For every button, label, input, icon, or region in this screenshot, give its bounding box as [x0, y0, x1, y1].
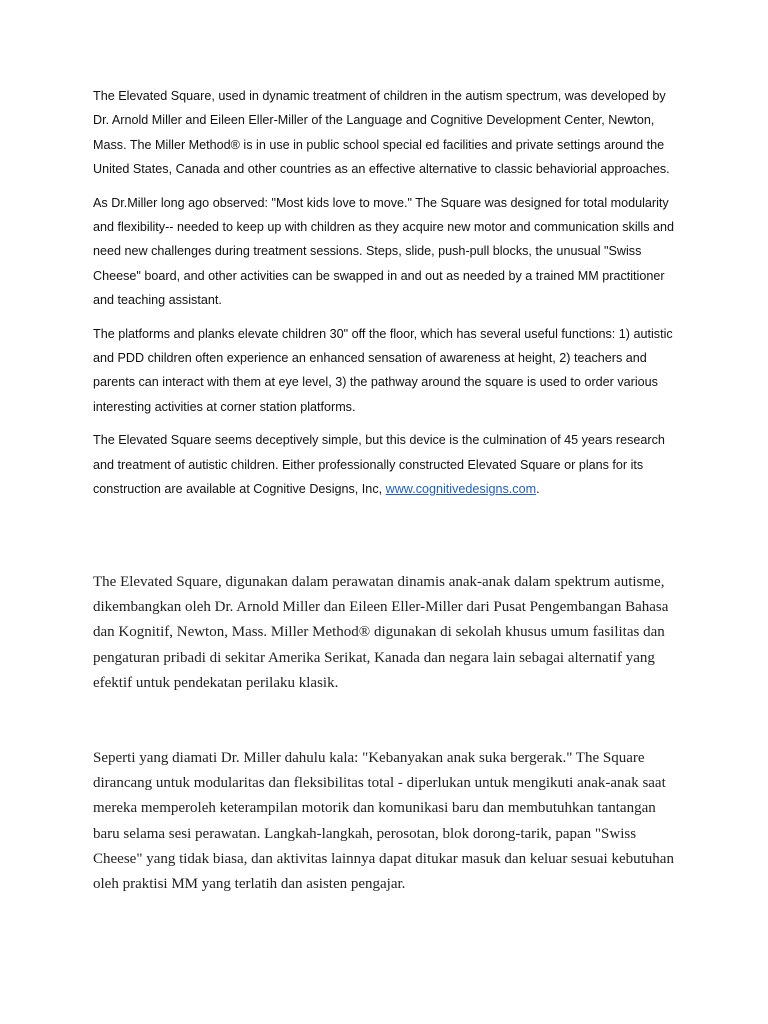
english-section — [93, 84, 678, 511]
english-paragraph-1: The Elevated Square, used in dynamic treatment of children in the autism spectrum, was developed by Dr. Arnold Miller and Eileen Eller-Miller of the Language and Cognitive Development Center, Newton, Mass. The Miller Method® is in use in public school special ed facilities and private settings around the United States, Canada and other countries as an effective alternative to classic behaviorial approaches. — [93, 89, 670, 177]
english-paragraph-4 — [93, 428, 678, 501]
cognitive-designs-link[interactable]: www.cognitivedesigns.com — [385, 482, 537, 497]
indonesian-section — [93, 570, 678, 897]
english-paragraph-3: The platforms and planks elevate children 30" off the floor, which has several useful functions: 1) autistic and PDD children often experience an enhanced sensation of awareness at height, 2) teachers and parents can interact with them at eye level, 3) the pathway around the square is used to order various interesting activities at corner station platforms. — [93, 326, 673, 414]
indonesian-paragraph-1: The Elevated Square, digunakan dalam perawatan dinamis anak-anak dalam spektrum autisme, dikembangkan oleh Dr. Arnold Miller dan Eileen Eller-Miller dari Pusat Pengembangan Bahasa dan Kognitif, Newton, Mass. Miller Method® digunakan di sekolah khusus umum fasilitas dan pengaturan pribadi di sekitar Amerika Serikat, Kanada dan negara lain sebagai alternatif yang efektif untuk pendekatan perilaku klasik. — [93, 574, 669, 691]
english-paragraph-2: As Dr.Miller long ago observed: "Most kids love to move." The Square was designed for total modularity and flexibility-- needed to keep up with children as they acquire new motor and communication skills and need new challenges during treatment sessions. Steps, slide, push-pull blocks, the unusual "Swiss Cheese" board, and other activities can be swapped in and out as needed by a trained MM practitioner and teaching assistant. — [93, 195, 675, 308]
indonesian-paragraph-2: Seperti yang diamati Dr. Miller dahulu kala: "Kebanyakan anak suka bergerak." The Square dirancang untuk modularitas dan fleksibilitas total - diperlukan untuk mengikuti anak-anak saat mereka memperoleh keterampilan motorik dan komunikasi baru dan membutuhkan tantangan baru selama sesi perawatan. Langkah-langkah, perosotan, blok dorong-tarik, papan "Swiss Cheese" yang tidak biasa, dan aktivitas lainnya dapat ditukar masuk dan keluar sesuai kebutuhan oleh praktisi MM yang terlatih dan asisten pengajar. — [93, 750, 674, 893]
english-paragraph-4-text: The Elevated Square seems deceptively simple, but this device is the culmination of 45 years research and treatment of autistic children. Either professionally constructed Elevated Square or plans for its construction are available at Cognitive Designs, Inc, — [93, 433, 665, 497]
english-paragraph-4-end: . — [536, 482, 540, 497]
